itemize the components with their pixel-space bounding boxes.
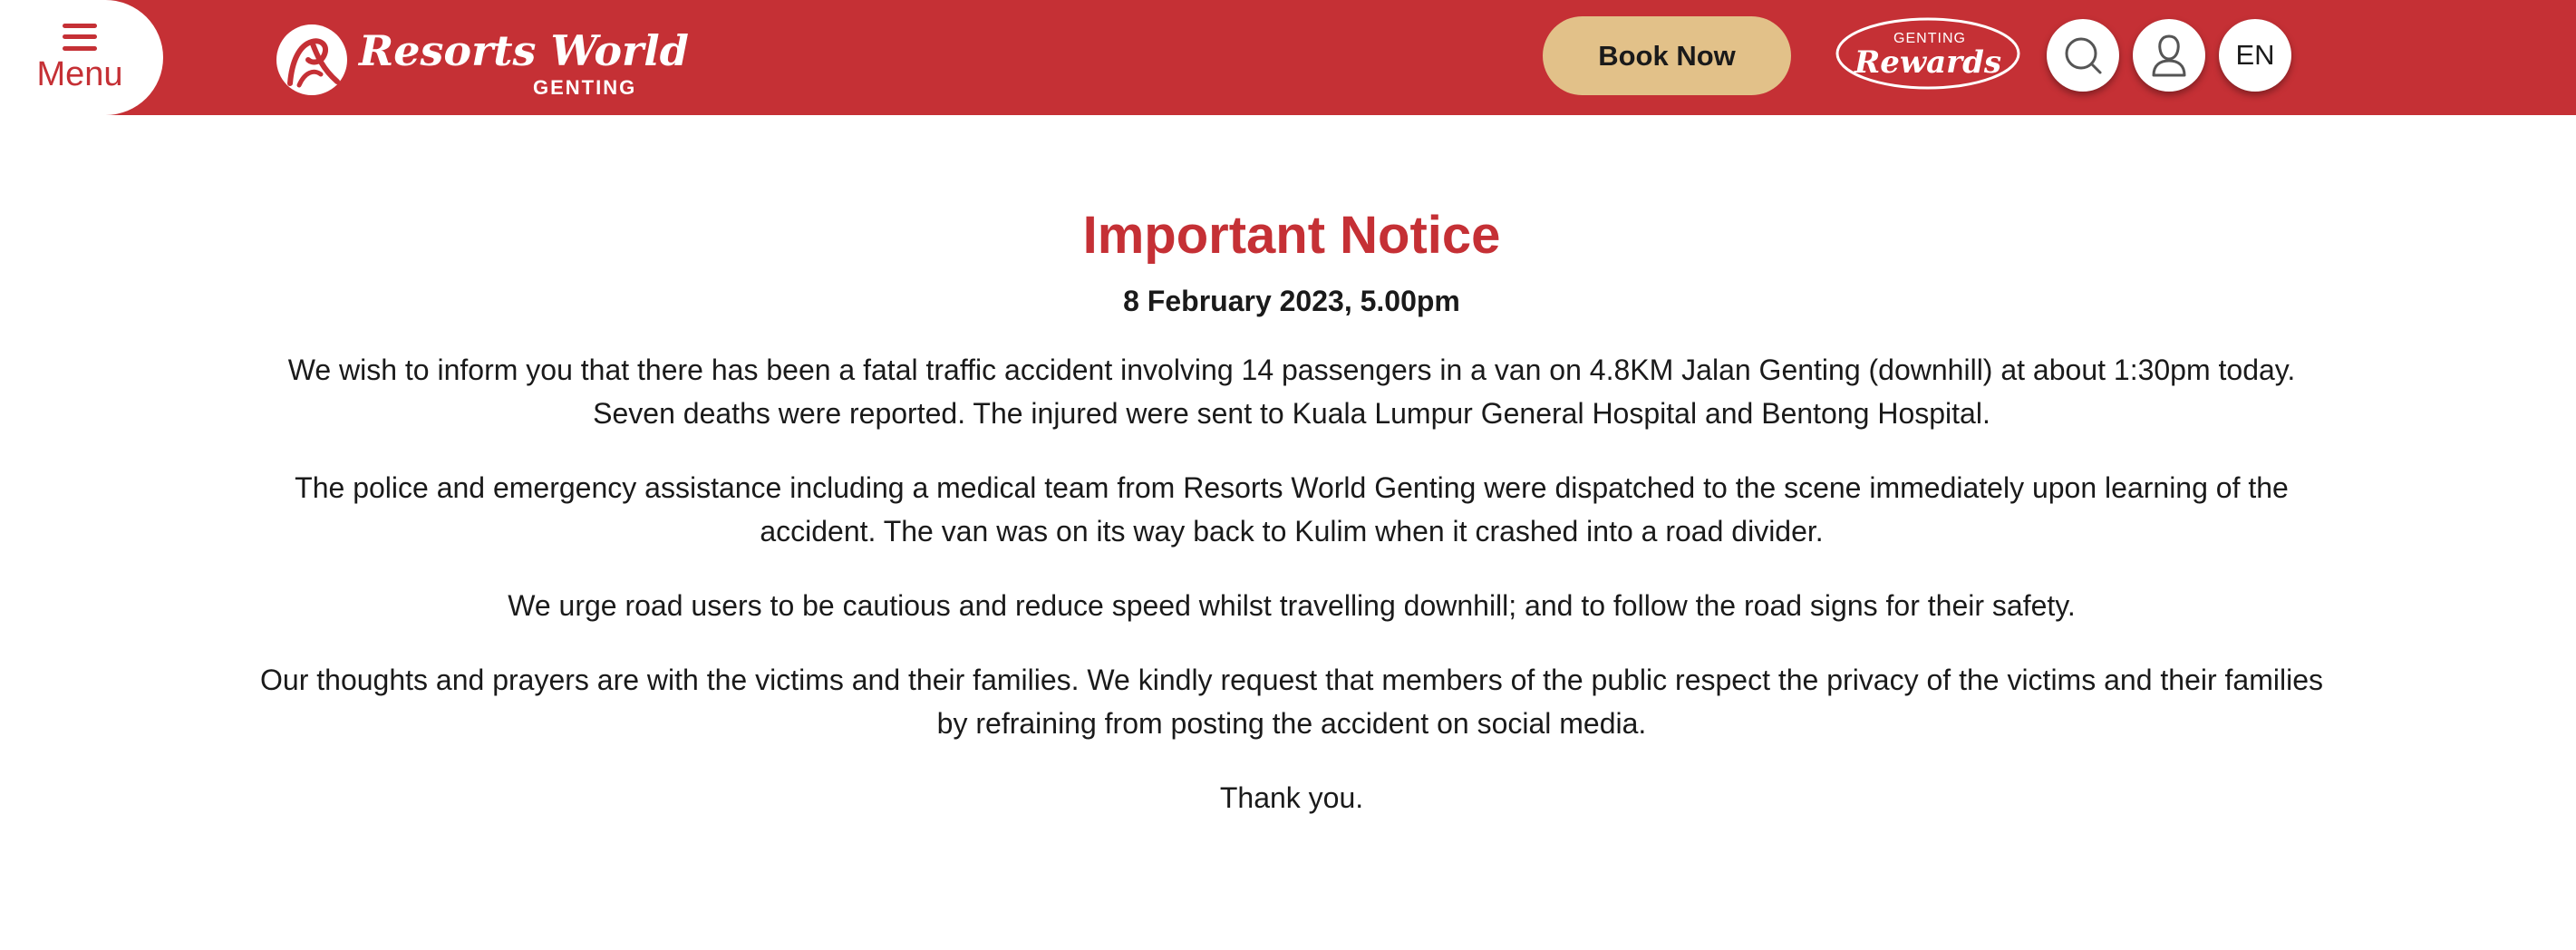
notice-title: Important Notice — [1082, 206, 1501, 265]
account-button[interactable] — [2133, 19, 2205, 92]
notice-paragraph: We wish to inform you that there has been a fatal traffic accident involving 14 passengers in a van on 4.8KM Jalan Genting (downhill) at about 1:30pm today. Seven deaths were reported. The injured were sent to Kuala Lumpur General Hospital and Bentong Hospital. — [287, 354, 2296, 430]
menu-label: Menu — [36, 54, 123, 93]
genting-rewards-logo[interactable] — [1833, 13, 2023, 94]
notice-paragraph: Our thoughts and prayers are with the victims and their families. We kindly request that members of the public respect the privacy of the victims and their families by refraining from posting the accident on social media. — [260, 664, 2323, 740]
notice-content — [254, 181, 2329, 819]
search-button[interactable] — [2047, 19, 2119, 92]
book-now-button[interactable]: Book Now — [1543, 16, 1791, 95]
language-selector[interactable]: EN — [2219, 19, 2291, 92]
user-icon — [2148, 33, 2190, 78]
resorts-world-genting-logo[interactable] — [272, 15, 689, 102]
hamburger-icon — [63, 24, 97, 51]
rewards-script-text: Rewards — [1854, 44, 2002, 81]
rewards-top-text: GENTING — [1893, 31, 1966, 46]
notice-paragraph: The police and emergency assistance including a medical team from Resorts World Genting were dispatched to the scene immediately upon learning of the accident. The van was on its way back to Kulim when it crashed into a road divider. — [295, 471, 2289, 548]
search-icon — [2062, 34, 2104, 76]
notice-paragraph: We urge road users to be cautious and reduce speed whilst travelling downhill; and to follow the road signs for their safety. — [508, 589, 2076, 622]
notice-date: 8 February 2023, 5.00pm — [1123, 285, 1460, 317]
menu-button[interactable] — [0, 0, 163, 115]
resorts-world-emblem-icon — [276, 24, 347, 95]
site-header — [0, 0, 2576, 115]
logo-script-text: Resorts World — [359, 26, 689, 75]
notice-closing: Thank you. — [1219, 781, 1364, 814]
logo-sub-text: GENTING — [533, 76, 637, 99]
